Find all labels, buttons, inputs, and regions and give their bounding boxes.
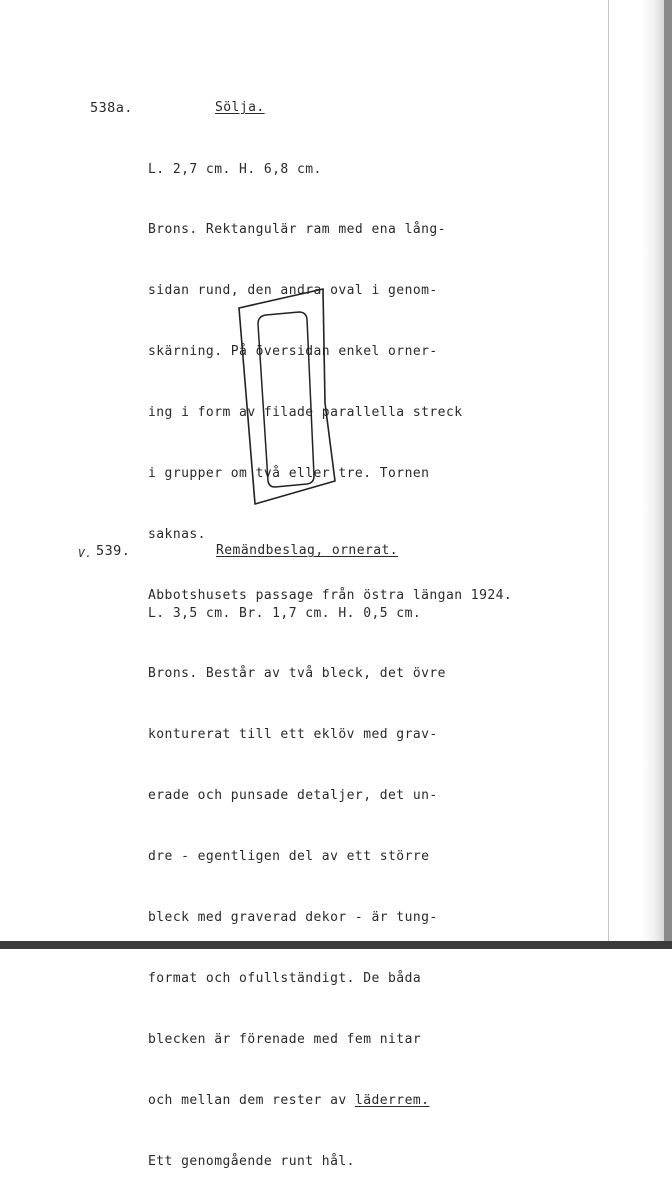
entry-539-underlined-word: läderrem.: [354, 1092, 430, 1108]
entry-538a-line: saknas.: [148, 526, 206, 542]
entry-539-line: format och ofullständigt. De båda: [148, 970, 422, 986]
entry-538a-line: L. 2,7 cm. H. 6,8 cm.: [148, 161, 322, 177]
entry-539-line: Ett genomgående runt hål.: [148, 1153, 355, 1169]
entry-538a-line: skärning. På översidan enkel orner-: [148, 344, 438, 360]
entry-539-check-mark: V.: [78, 547, 93, 560]
entry-539-title: Remändbeslag, ornerat.: [216, 543, 399, 558]
entry-539-line: bleck med graverad dekor - är tung-: [148, 910, 438, 926]
entry-538a-line: sidan rund, den andra oval i genom-: [148, 283, 438, 299]
page-edge-line: [608, 0, 609, 949]
entry-539-line: L. 3,5 cm. Br. 1,7 cm. H. 0,5 cm.: [148, 605, 422, 621]
entry-538a-title: Sölja.: [215, 100, 265, 115]
page-binding-edge: [664, 0, 672, 949]
entry-538a-number: 538a.: [90, 100, 133, 116]
entry-539-line: Brons. Består av två bleck, det övre: [148, 666, 446, 682]
entry-539-line: [148, 1091, 446, 1111]
entry-538a-line: ing i form av filade parallella streck: [148, 405, 463, 421]
entry-539-line: konturerat till ett eklöv med grav-: [148, 727, 438, 743]
entry-539-number: 539.: [96, 543, 131, 559]
buckle-frame-sketch: [225, 283, 345, 508]
entry-539-line: dre - egentligen del av ett större: [148, 849, 430, 865]
entry-539-description: [148, 563, 446, 1192]
buckle-outer-outline: [239, 289, 335, 504]
entry-538a-line: Brons. Rektangulär ram med ena lång-: [148, 222, 446, 238]
entry-539-line: erade och punsade detaljer, det un-: [148, 788, 438, 804]
entry-538a-line: Abbotshusets passage från östra längan 1924.: [148, 587, 513, 603]
entry-538a-line: i grupper om två eller tre. Tornen: [148, 466, 430, 482]
entry-539-line-text: och mellan dem rester av: [148, 1092, 355, 1108]
buckle-inner-outline: [258, 312, 314, 487]
entry-539-line: blecken är förenade med fem nitar: [148, 1031, 422, 1047]
